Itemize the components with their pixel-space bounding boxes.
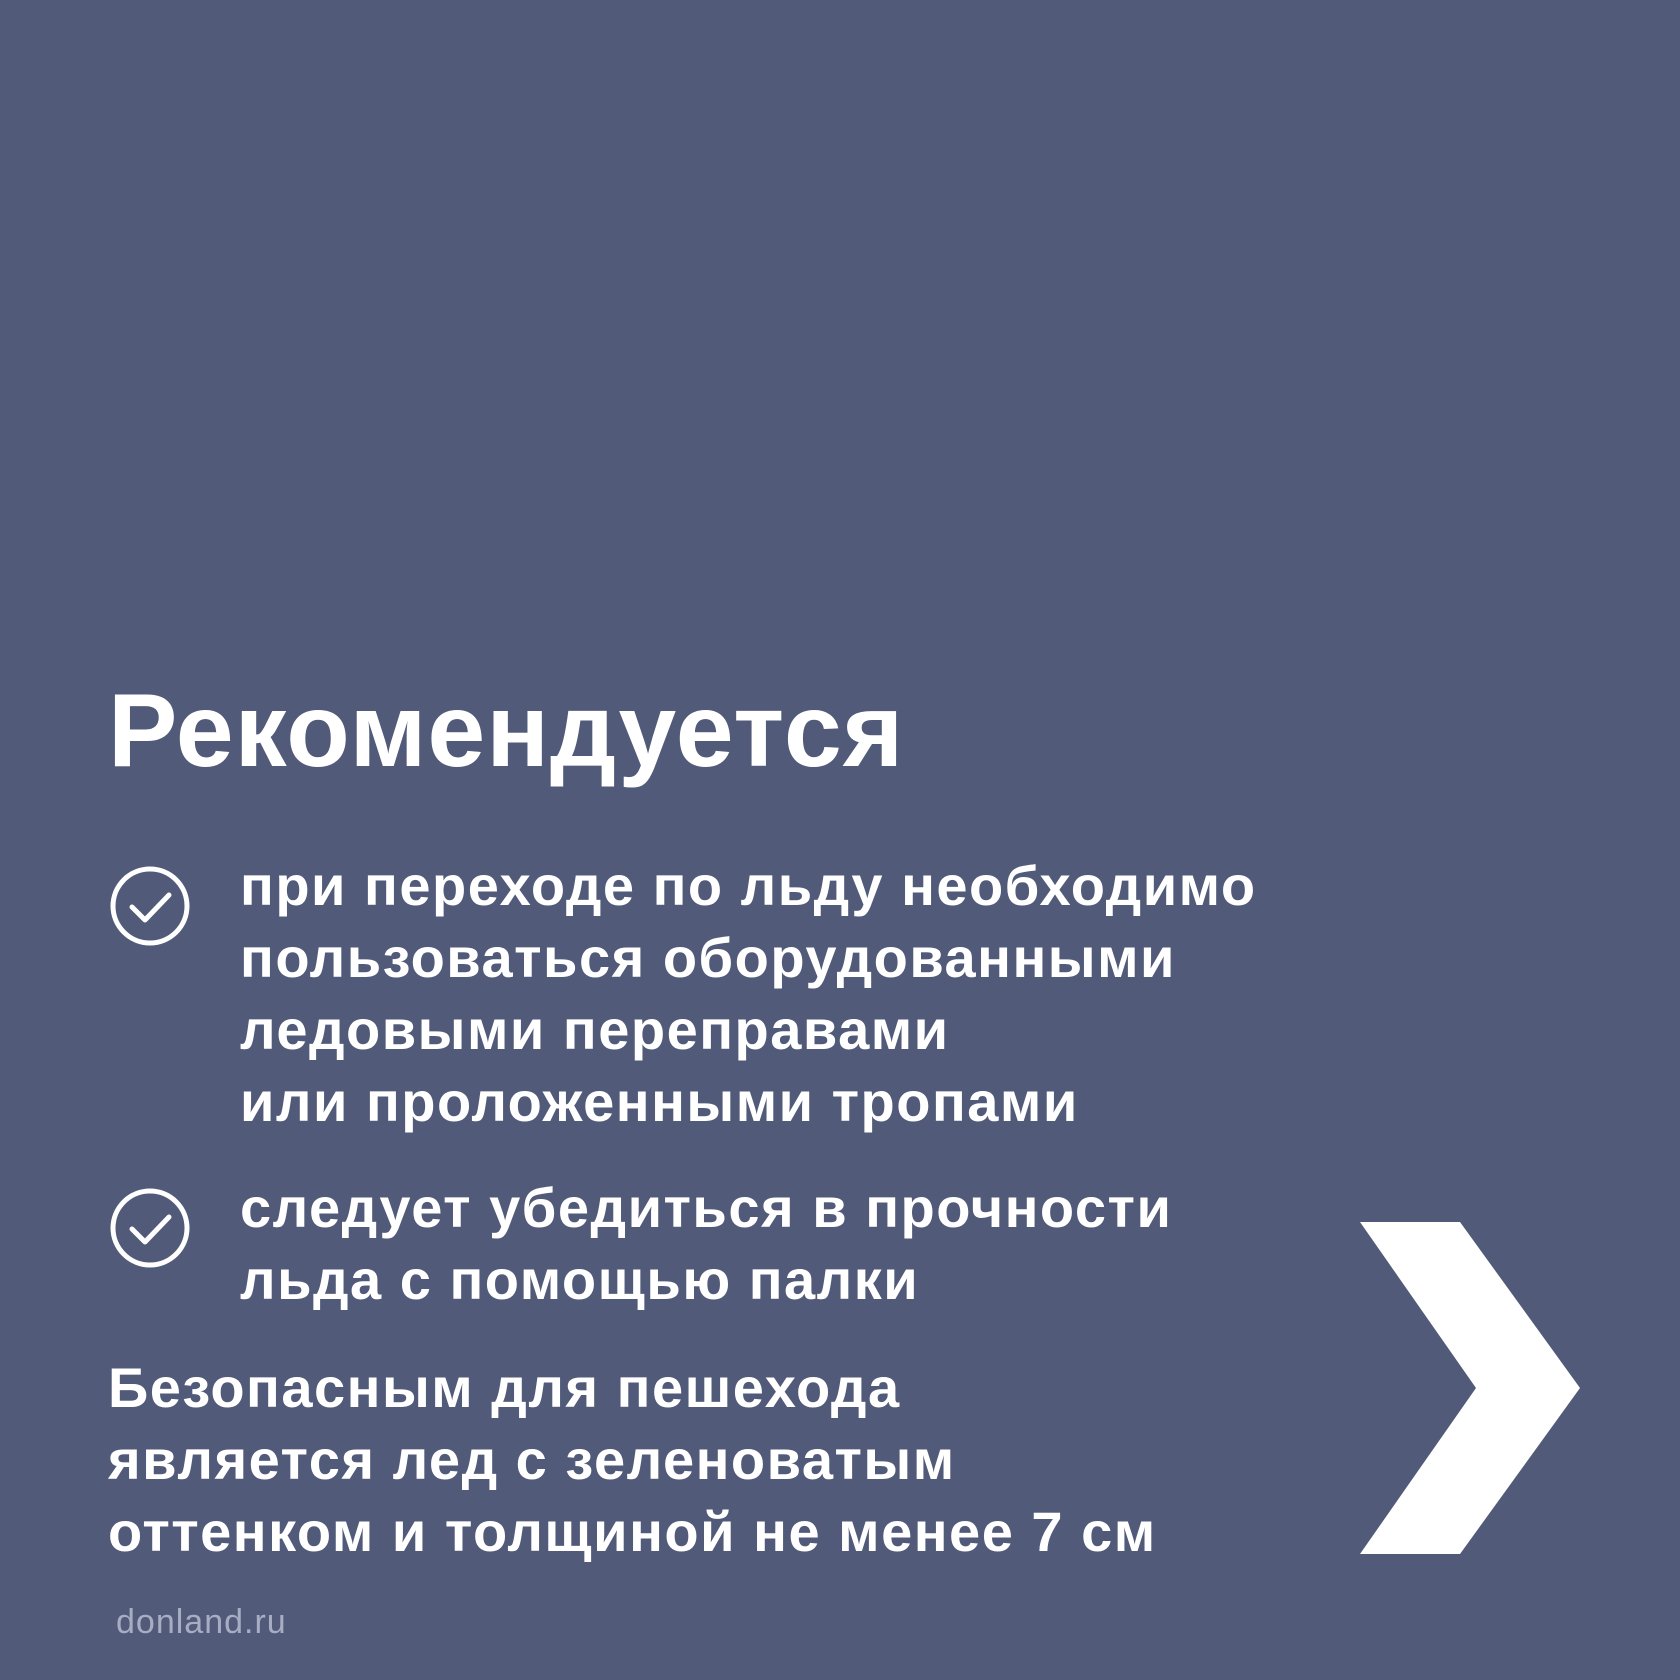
chevron-right-icon[interactable] [1360, 1222, 1580, 1554]
recommendation-line: льда с помощью палки [240, 1248, 920, 1311]
check-circle-icon [108, 1186, 192, 1270]
recommendation-item [108, 850, 1257, 1138]
recommendation-line: ледовыми переправами [240, 998, 950, 1061]
safety-note-line: Безопасным для пешехода [108, 1356, 901, 1419]
recommendation-line: или проложенными тропами [240, 1070, 1079, 1133]
source-label: donland.ru [116, 1603, 287, 1641]
recommendation-item [108, 1172, 1172, 1316]
recommendation-line: следует убедиться в прочности [240, 1176, 1173, 1239]
safety-note-line: оттенком и толщиной не менее 7 см [108, 1500, 1157, 1563]
safety-note-line: является лед с зеленоватым [108, 1428, 956, 1491]
recommendation-text [240, 1172, 1172, 1316]
recommendation-text [240, 850, 1257, 1138]
safety-note [108, 1352, 1157, 1568]
recommendation-line: пользоваться оборудованными [240, 926, 1176, 989]
page-title: Рекомендуется [108, 673, 905, 789]
check-circle-icon [108, 864, 192, 948]
recommendation-line: при переходе по льду необходимо [240, 854, 1257, 917]
